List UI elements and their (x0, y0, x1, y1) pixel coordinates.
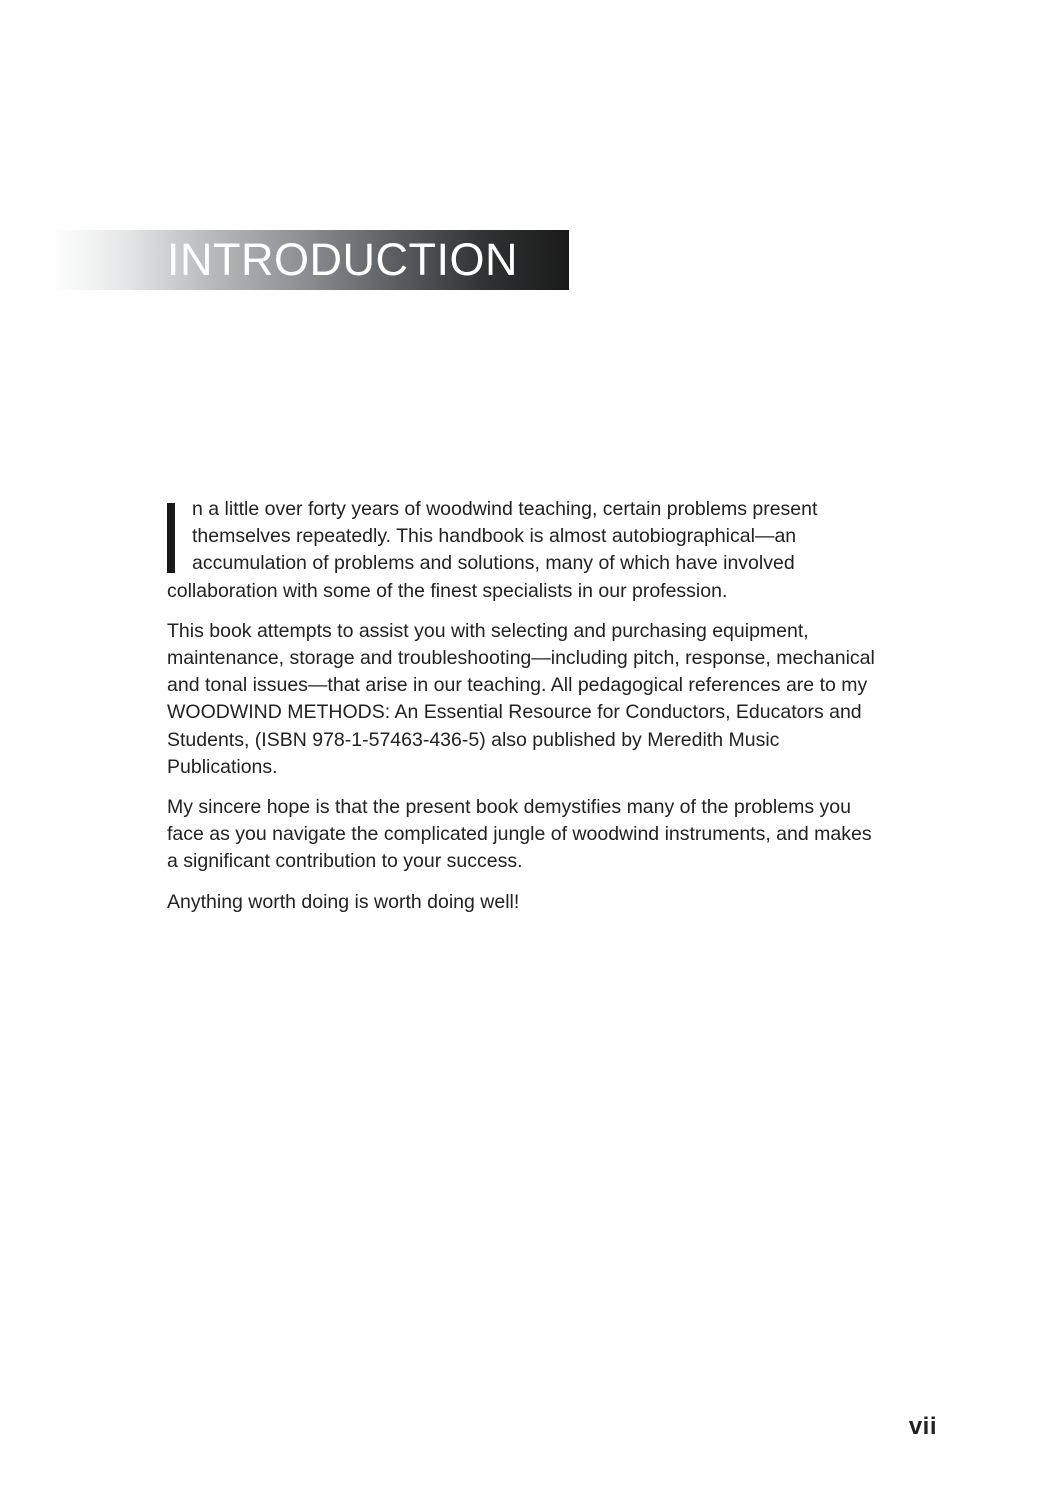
paragraph-2: This book attempts to assist you with selecting and purchasing equipment, maintenance, storage and troubleshooting—including pitch, response, mechanical and tonal issues—that arise in our teaching. All pedagogical references are to my WOODWIND METHODS: An Essential Resource for Conductors, Educators and Students, (ISBN 978-1-57463-436-5) also published by Meredith Music Publications. (167, 619, 875, 778)
paragraph-1-text: n a little over forty years of woodwind teaching, certain problems present themselves repeatedly. This handbook is almost autobiographical—an accumulation of problems and solutions, many of which have involved collaboration with some of the finest specialists in our profession. (167, 498, 818, 602)
page-title: INTRODUCTION (167, 234, 518, 285)
paragraph-3: My sincere hope is that the present book demystifies many of the problems you face as you navigate the complicated jungle of woodwind instruments, and makes a significant contribution to your success. (167, 796, 872, 873)
paragraph-4: Anything worth doing is worth doing well! (167, 890, 520, 913)
paragraph-1 (167, 496, 879, 605)
drop-cap-letter (167, 503, 175, 573)
page-number: vii (908, 1413, 937, 1440)
body-text (167, 496, 879, 929)
